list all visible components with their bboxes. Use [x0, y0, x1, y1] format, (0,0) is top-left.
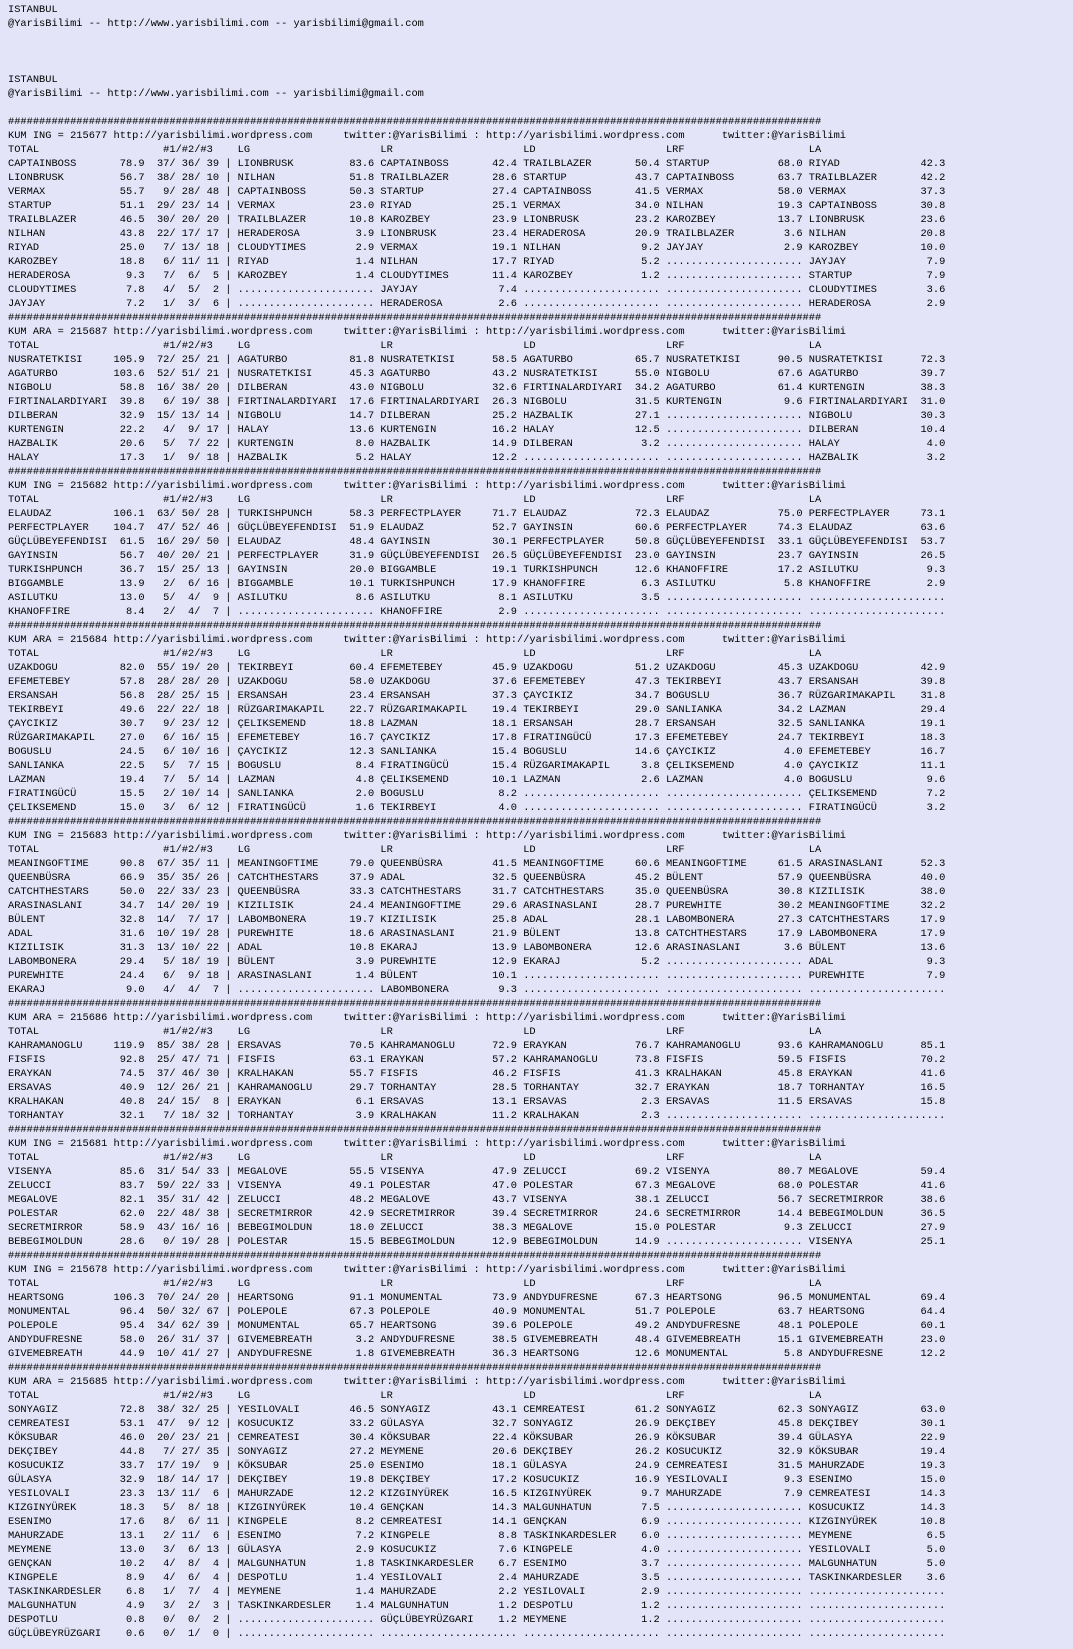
table-row: HALAY 17.3 1/ 9/ 18 | HAZBALIK 5.2 HALAY 12.2 ...................... ...................... HAZBALIK 3.2	[8, 452, 946, 464]
table-row: BIGGAMBLE 13.9 2/ 6/ 16 | BIGGAMBLE 10.1 TURKISHPUNCH 17.9 KHANOFFIRE 6.3 ASILUTKU 5.8 KHANOFFIRE 2.9	[8, 578, 946, 590]
blank-line	[8, 59, 1073, 73]
table-row: NUSRATETKISI 105.9 72/ 25/ 21 | AGATURBO 81.8 NUSRATETKISI 58.5 AGATURBO 65.7 NUSRATETKISI 90.5 NUSRATETKISI 72.3	[8, 354, 946, 366]
header-contact: @YarisBilimi -- http://www.yarisbilimi.com -- yarisbilimi@gmail.com	[8, 88, 424, 100]
table-row: HEARTSONG 106.3 70/ 24/ 20 | HEARTSONG 91.1 MONUMENTAL 73.9 ANDYDUFRESNE 67.3 HEARTSONG 96.5 MONUMENTAL 69.4	[8, 1292, 946, 1304]
table-row: GAYINSIN 56.7 40/ 20/ 21 | PERFECTPLAYER 31.9 GÜÇLÜBEYEFENDISI 26.5 GÜÇLÜBEYEFENDISI 23.0 GAYINSIN 23.7 GAYINSIN 26.5	[8, 550, 946, 562]
table-row: RIYAD 25.0 7/ 13/ 18 | CLOUDYTIMES 2.9 VERMAX 19.1 NILHAN 9.2 JAYJAY 2.9 KAROZBEY 10.0	[8, 242, 946, 254]
header-city: ISTANBUL	[8, 74, 58, 86]
table-row: GÜLASYA 32.9 18/ 14/ 17 | DEKÇIBEY 19.8 DEKÇIBEY 17.2 KOSUCUKIZ 16.9 YESILOVALI 9.3 ESENIMO 15.0	[8, 1474, 946, 1486]
race-title: KUM ARA = 215687 http://yarisbilimi.wordpress.com twitter:@YarisBilimi : http://yarisbilimi.wordpress.com twitter:@YarisBilimi	[8, 326, 846, 338]
table-row: KOSUCUKIZ 33.7 17/ 19/ 9 | KÖKSUBAR 25.0 ESENIMO 18.1 GÜLASYA 24.9 CEMREATESI 31.5 MAHURZADE 19.3	[8, 1460, 946, 1472]
separator: ###################################################################################################################################	[8, 312, 822, 324]
table-row: ERSANSAH 56.8 28/ 25/ 15 | ERSANSAH 23.4 ERSANSAH 37.3 ÇAYCIKIZ 34.7 BOGUSLU 36.7 RÜZGARIMAKAPIL 31.8	[8, 690, 946, 702]
table-row: VERMAX 55.7 9/ 28/ 48 | CAPTAINBOSS 50.3 STARTUP 27.4 CAPTAINBOSS 41.5 VERMAX 58.0 VERMAX 37.3	[8, 186, 946, 198]
table-row: GÜÇLÜBEYEFENDISI 61.5 16/ 29/ 50 | ELAUDAZ 48.4 GAYINSIN 30.1 PERFECTPLAYER 50.8 GÜÇLÜBEYEFENDISI 33.1 GÜÇLÜBEYEFENDISI 53.7	[8, 536, 946, 548]
column-header: TOTAL #1/#2/#3 LG LR LD LRF LA	[8, 1390, 822, 1402]
table-row: KRALHAKAN 40.8 24/ 15/ 8 | ERAYKAN 6.1 ERSAVAS 13.1 ERSAVAS 2.3 ERSAVAS 11.5 ERSAVAS 15.8	[8, 1096, 946, 1108]
table-row: ESENIMO 17.6 8/ 6/ 11 | KINGPELE 8.2 CEMREATESI 14.1 GENÇKAN 6.9 ...................... KIZGINYÜREK 10.8	[8, 1516, 946, 1528]
separator: ###################################################################################################################################	[8, 816, 822, 828]
race-title: KUM ING = 215677 http://yarisbilimi.wordpress.com twitter:@YarisBilimi : http://yarisbilimi.wordpress.com twitter:@YarisBilimi	[8, 130, 846, 142]
race-title: KUM ARA = 215686 http://yarisbilimi.wordpress.com twitter:@YarisBilimi : http://yarisbilimi.wordpress.com twitter:@YarisBilimi	[8, 1012, 846, 1024]
table-row: PUREWHITE 24.4 6/ 9/ 18 | ARASINASLANI 1.4 BÜLENT 10.1 ...................... ...................... PUREWHITE 7.9	[8, 970, 946, 982]
table-row: GIVEMEBREATH 44.9 10/ 41/ 27 | ANDYDUFRESNE 1.8 GIVEMEBREATH 36.3 HEARTSONG 12.6 MONUMENTAL 5.8 ANDYDUFRESNE 12.2	[8, 1348, 946, 1360]
table-row: TRAILBLAZER 46.5 30/ 20/ 20 | TRAILBLAZER 10.8 KAROZBEY 23.9 LIONBRUSK 23.2 KAROZBEY 13.7 LIONBRUSK 23.6	[8, 214, 946, 226]
table-row: SANLIANKA 22.5 5/ 7/ 15 | BOGUSLU 8.4 FIRATINGÜCÜ 15.4 RÜZGARIMAKAPIL 3.8 ÇELIKSEMEND 4.0 ÇAYCIKIZ 11.1	[8, 760, 946, 772]
table-row: LIONBRUSK 56.7 38/ 28/ 10 | NILHAN 51.8 TRAILBLAZER 28.6 STARTUP 43.7 CAPTAINBOSS 63.7 TRAILBLAZER 42.2	[8, 172, 946, 184]
table-row: MEYMENE 13.0 3/ 6/ 13 | GÜLASYA 2.9 KOSUCUKIZ 7.6 KINGPELE 4.0 ...................... YESILOVALI 5.0	[8, 1544, 946, 1556]
table-row: KIZILISIK 31.3 13/ 10/ 22 | ADAL 10.8 EKARAJ 13.9 LABOMBONERA 12.6 ARASINASLANI 3.6 BÜLENT 13.6	[8, 942, 946, 954]
table-row: ANDYDUFRESNE 58.0 26/ 31/ 37 | GIVEMEBREATH 3.2 ANDYDUFRESNE 38.5 GIVEMEBREATH 48.4 GIVEMEBREATH 15.1 GIVEMEBREATH 23.0	[8, 1334, 946, 1346]
table-row: STARTUP 51.1 29/ 23/ 14 | VERMAX 23.0 RIYAD 25.1 VERMAX 34.0 NILHAN 19.3 CAPTAINBOSS 30.8	[8, 200, 946, 212]
table-row: GENÇKAN 10.2 4/ 8/ 4 | MALGUNHATUN 1.8 TASKINKARDESLER 6.7 ESENIMO 3.7 ...................... MALGUNHATUN 5.0	[8, 1558, 946, 1570]
column-header: TOTAL #1/#2/#3 LG LR LD LRF LA	[8, 494, 822, 506]
table-row: TEKIRBEYI 49.6 22/ 22/ 18 | RÜZGARIMAKAPIL 22.7 RÜZGARIMAKAPIL 19.4 TEKIRBEYI 29.0 SANLIANKA 34.2 LAZMAN 29.4	[8, 704, 946, 716]
race-title: KUM ARA = 215685 http://yarisbilimi.wordpress.com twitter:@YarisBilimi : http://yarisbilimi.wordpress.com twitter:@YarisBilimi	[8, 1376, 846, 1388]
blank-line	[8, 101, 1073, 115]
table-row: RÜZGARIMAKAPIL 27.0 6/ 16/ 15 | EFEMETEBEY 16.7 ÇAYCIKIZ 17.8 FIRATINGÜCÜ 17.3 EFEMETEBEY 24.7 TEKIRBEYI 18.3	[8, 732, 946, 744]
table-row: DILBERAN 32.9 15/ 13/ 14 | NIGBOLU 14.7 DILBERAN 25.2 HAZBALIK 27.1 ...................... NIGBOLU 30.3	[8, 410, 946, 422]
table-row: KINGPELE 8.9 4/ 6/ 4 | DESPOTLU 1.4 YESILOVALI 2.4 MAHURZADE 3.5 ...................... TASKINKARDESLER 3.6	[8, 1572, 946, 1584]
table-row: ERAYKAN 74.5 37/ 46/ 30 | KRALHAKAN 55.7 FISFIS 46.2 FISFIS 41.3 KRALHAKAN 45.8 ERAYKAN 41.6	[8, 1068, 946, 1080]
header-city: ISTANBUL	[8, 4, 58, 16]
header-contact: @YarisBilimi -- http://www.yarisbilimi.com -- yarisbilimi@gmail.com	[8, 18, 424, 30]
table-row: GÜÇLÜBEYRÜZGARI 0.6 0/ 1/ 0 | ...................... ...................... ...................... ...................... ......................	[8, 1628, 946, 1640]
blank-line	[8, 31, 1073, 45]
table-row: UZAKDOGU 82.0 55/ 19/ 20 | TEKIRBEYI 60.4 EFEMETEBEY 45.9 UZAKDOGU 51.2 UZAKDOGU 45.3 UZAKDOGU 42.9	[8, 662, 946, 674]
table-row: BOGUSLU 24.5 6/ 10/ 16 | ÇAYCIKIZ 12.3 SANLIANKA 15.4 BOGUSLU 14.6 ÇAYCIKIZ 4.0 EFEMETEBEY 16.7	[8, 746, 946, 758]
table-row: FISFIS 92.8 25/ 47/ 71 | FISFIS 63.1 ERAYKAN 57.2 KAHRAMANOGLU 73.8 FISFIS 59.5 FISFIS 70.2	[8, 1054, 946, 1066]
table-row: ASILUTKU 13.0 5/ 4/ 9 | ASILUTKU 8.6 ASILUTKU 8.1 ASILUTKU 3.5 ...................... ......................	[8, 592, 946, 604]
table-row: DEKÇIBEY 44.8 7/ 27/ 35 | SONYAGIZ 27.2 MEYMENE 20.6 DEKÇIBEY 26.2 KOSUCUKIZ 32.9 KÖKSUBAR 19.4	[8, 1446, 946, 1458]
table-row: TORHANTAY 32.1 7/ 18/ 32 | TORHANTAY 3.9 KRALHAKAN 11.2 KRALHAKAN 2.3 ...................... ......................	[8, 1110, 946, 1122]
table-row: YESILOVALI 23.3 13/ 11/ 6 | MAHURZADE 12.2 KIZGINYÜREK 16.5 KIZGINYÜREK 9.7 MAHURZADE 7.9 CEMREATESI 14.3	[8, 1488, 946, 1500]
table-row: KÖKSUBAR 46.0 20/ 23/ 21 | CEMREATESI 30.4 KÖKSUBAR 22.4 KÖKSUBAR 26.9 KÖKSUBAR 39.4 GÜLASYA 22.9	[8, 1432, 946, 1444]
race-title: KUM ING = 215683 http://yarisbilimi.wordpress.com twitter:@YarisBilimi : http://yarisbilimi.wordpress.com twitter:@YarisBilimi	[8, 830, 846, 842]
table-row: SECRETMIRROR 58.9 43/ 16/ 16 | BEBEGIMOLDUN 18.0 ZELUCCI 38.3 MEGALOVE 15.0 POLESTAR 9.3 ZELUCCI 27.9	[8, 1222, 946, 1234]
table-row: ERSAVAS 40.9 12/ 26/ 21 | KAHRAMANOGLU 29.7 TORHANTAY 28.5 TORHANTAY 32.7 ERAYKAN 18.7 TORHANTAY 16.5	[8, 1082, 946, 1094]
table-row: EFEMETEBEY 57.8 28/ 28/ 20 | UZAKDOGU 58.0 UZAKDOGU 37.6 EFEMETEBEY 47.3 TEKIRBEYI 43.7 ERSANSAH 39.8	[8, 676, 946, 688]
column-header: TOTAL #1/#2/#3 LG LR LD LRF LA	[8, 340, 822, 352]
table-row: KIZGINYÜREK 18.3 5/ 8/ 18 | KIZGINYÜREK 10.4 GENÇKAN 14.3 MALGUNHATUN 7.5 ...................... KOSUCUKIZ 14.3	[8, 1502, 946, 1514]
table-row: POLEPOLE 95.4 34/ 62/ 39 | MONUMENTAL 65.7 HEARTSONG 39.6 POLEPOLE 49.2 ANDYDUFRESNE 48.1 POLEPOLE 60.1	[8, 1320, 946, 1332]
table-row: SONYAGIZ 72.8 38/ 32/ 25 | YESILOVALI 46.5 SONYAGIZ 43.1 CEMREATESI 61.2 SONYAGIZ 62.3 SONYAGIZ 63.0	[8, 1404, 946, 1416]
separator: ###################################################################################################################################	[8, 1124, 822, 1136]
separator: ###################################################################################################################################	[8, 1362, 822, 1374]
race-title: KUM ING = 215682 http://yarisbilimi.wordpress.com twitter:@YarisBilimi : http://yarisbilimi.wordpress.com twitter:@YarisBilimi	[8, 480, 846, 492]
table-row: TURKISHPUNCH 36.7 15/ 25/ 13 | GAYINSIN 20.0 BIGGAMBLE 19.1 TURKISHPUNCH 12.6 KHANOFFIRE 17.2 ASILUTKU 9.3	[8, 564, 946, 576]
column-header: TOTAL #1/#2/#3 LG LR LD LRF LA	[8, 144, 822, 156]
table-row: MONUMENTAL 96.4 50/ 32/ 67 | POLEPOLE 67.3 POLEPOLE 40.9 MONUMENTAL 51.7 POLEPOLE 63.7 HEARTSONG 64.4	[8, 1306, 946, 1318]
table-row: KAHRAMANOGLU 119.9 85/ 38/ 28 | ERSAVAS 70.5 KAHRAMANOGLU 72.9 ERAYKAN 76.7 KAHRAMANOGLU 93.6 KAHRAMANOGLU 85.1	[8, 1040, 946, 1052]
table-row: FIRATINGÜCÜ 15.5 2/ 10/ 14 | SANLIANKA 2.0 BOGUSLU 8.2 ...................... ...................... ÇELIKSEMEND 7.2	[8, 788, 946, 800]
table-row: DESPOTLU 0.8 0/ 0/ 2 | ...................... GÜÇLÜBEYRÜZGARI 1.2 MEYMENE 1.2 ...................... ......................	[8, 1614, 946, 1626]
table-row: MALGUNHATUN 4.9 3/ 2/ 3 | TASKINKARDESLER 1.4 MALGUNHATUN 1.2 DESPOTLU 1.2 ...................... ......................	[8, 1600, 946, 1612]
table-row: ADAL 31.6 10/ 19/ 28 | PUREWHITE 18.6 ARASINASLANI 21.9 BÜLENT 13.8 CATCHTHESTARS 17.9 LABOMBONERA 17.9	[8, 928, 946, 940]
separator: ###################################################################################################################################	[8, 1250, 822, 1262]
table-row: CLOUDYTIMES 7.8 4/ 5/ 2 | ...................... JAYJAY 7.4 ...................... ...................... CLOUDYTIMES 3.6	[8, 284, 946, 296]
table-row: FIRTINALARDIYARI 39.8 6/ 19/ 38 | FIRTINALARDIYARI 17.6 FIRTINALARDIYARI 26.3 NIGBOLU 31.5 KURTENGIN 9.6 FIRTINALARDIYARI 31.0	[8, 396, 946, 408]
table-row: CATCHTHESTARS 50.0 22/ 33/ 23 | QUEENBÜSRA 33.3 CATCHTHESTARS 31.7 CATCHTHESTARS 35.0 QUEENBÜSRA 30.8 KIZILISIK 38.0	[8, 886, 946, 898]
separator: ###################################################################################################################################	[8, 116, 822, 128]
race-title: KUM ING = 215678 http://yarisbilimi.wordpress.com twitter:@YarisBilimi : http://yarisbilimi.wordpress.com twitter:@YarisBilimi	[8, 1264, 846, 1276]
table-row: POLESTAR 62.0 22/ 48/ 38 | SECRETMIRROR 42.9 SECRETMIRROR 39.4 SECRETMIRROR 24.6 SECRETMIRROR 14.4 BEBEGIMOLDUN 36.5	[8, 1208, 946, 1220]
table-row: ZELUCCI 83.7 59/ 22/ 33 | VISENYA 49.1 POLESTAR 47.0 POLESTAR 67.3 MEGALOVE 68.0 POLESTAR 41.6	[8, 1180, 946, 1192]
table-row: KAROZBEY 18.8 6/ 11/ 11 | RIYAD 1.4 NILHAN 17.7 RIYAD 5.2 ...................... JAYJAY 7.9	[8, 256, 946, 268]
column-header: TOTAL #1/#2/#3 LG LR LD LRF LA	[8, 1026, 822, 1038]
table-row: HERADEROSA 9.3 7/ 6/ 5 | KAROZBEY 1.4 CLOUDYTIMES 11.4 KAROZBEY 1.2 ...................... STARTUP 7.9	[8, 270, 946, 282]
column-header: TOTAL #1/#2/#3 LG LR LD LRF LA	[8, 1278, 822, 1290]
table-row: BÜLENT 32.8 14/ 7/ 17 | LABOMBONERA 19.7 KIZILISIK 25.8 ADAL 28.1 LABOMBONERA 27.3 CATCHTHESTARS 17.9	[8, 914, 946, 926]
separator: ###################################################################################################################################	[8, 466, 822, 478]
table-row: CAPTAINBOSS 78.9 37/ 36/ 39 | LIONBRUSK 83.6 CAPTAINBOSS 42.4 TRAILBLAZER 50.4 STARTUP 68.0 RIYAD 42.3	[8, 158, 946, 170]
column-header: TOTAL #1/#2/#3 LG LR LD LRF LA	[8, 844, 822, 856]
race-title: KUM ARA = 215684 http://yarisbilimi.wordpress.com twitter:@YarisBilimi : http://yarisbilimi.wordpress.com twitter:@YarisBilimi	[8, 634, 846, 646]
table-row: ÇAYCIKIZ 30.7 9/ 23/ 12 | ÇELIKSEMEND 18.8 LAZMAN 18.1 ERSANSAH 28.7 ERSANSAH 32.5 SANLIANKA 19.1	[8, 718, 946, 730]
table-row: JAYJAY 7.2 1/ 3/ 6 | ...................... HERADEROSA 2.6 ...................... ...................... HERADEROSA 2.9	[8, 298, 946, 310]
table-row: KURTENGIN 22.2 4/ 9/ 17 | HALAY 13.6 KURTENGIN 16.2 HALAY 12.5 ...................... DILBERAN 10.4	[8, 424, 946, 436]
column-header: TOTAL #1/#2/#3 LG LR LD LRF LA	[8, 1152, 822, 1164]
race-title: KUM ING = 215681 http://yarisbilimi.wordpress.com twitter:@YarisBilimi : http://yarisbilimi.wordpress.com twitter:@YarisBilimi	[8, 1138, 846, 1150]
separator: ###################################################################################################################################	[8, 998, 822, 1010]
table-row: TASKINKARDESLER 6.8 1/ 7/ 4 | MEYMENE 1.4 MAHURZADE 2.2 YESILOVALI 2.9 ...................... ......................	[8, 1586, 946, 1598]
table-row: ELAUDAZ 106.1 63/ 50/ 28 | TURKISHPUNCH 58.3 PERFECTPLAYER 71.7 ELAUDAZ 72.3 ELAUDAZ 75.0 PERFECTPLAYER 73.1	[8, 508, 946, 520]
table-row: HAZBALIK 20.6 5/ 7/ 22 | KURTENGIN 8.0 HAZBALIK 14.9 DILBERAN 3.2 ...................... HALAY 4.0	[8, 438, 946, 450]
table-row: AGATURBO 103.6 52/ 51/ 21 | NUSRATETKISI 45.3 AGATURBO 43.2 NUSRATETKISI 55.0 NIGBOLU 67.6 AGATURBO 39.7	[8, 368, 946, 380]
table-row: QUEENBÜSRA 66.9 35/ 35/ 26 | CATCHTHESTARS 37.9 ADAL 32.5 QUEENBÜSRA 45.2 BÜLENT 57.9 QUEENBÜSRA 40.0	[8, 872, 946, 884]
table-row: MEANINGOFTIME 90.8 67/ 35/ 11 | MEANINGOFTIME 79.0 QUEENBÜSRA 41.5 MEANINGOFTIME 60.6 MEANINGOFTIME 61.5 ARASINASLANI 52.3	[8, 858, 946, 870]
table-row: VISENYA 85.6 31/ 54/ 33 | MEGALOVE 55.5 VISENYA 47.9 ZELUCCI 69.2 VISENYA 80.7 MEGALOVE 59.4	[8, 1166, 946, 1178]
table-row: NIGBOLU 58.8 16/ 38/ 20 | DILBERAN 43.0 NIGBOLU 32.6 FIRTINALARDIYARI 34.2 AGATURBO 61.4 KURTENGIN 38.3	[8, 382, 946, 394]
table-row: ARASINASLANI 34.7 14/ 20/ 19 | KIZILISIK 24.4 MEANINGOFTIME 29.6 ARASINASLANI 28.7 PUREWHITE 30.2 MEANINGOFTIME 32.2	[8, 900, 946, 912]
table-row: EKARAJ 9.0 4/ 4/ 7 | ...................... LABOMBONERA 9.3 ...................... ...................... ......................	[8, 984, 946, 996]
table-row: LAZMAN 19.4 7/ 5/ 14 | LAZMAN 4.8 ÇELIKSEMEND 10.1 LAZMAN 2.6 LAZMAN 4.0 BOGUSLU 9.6	[8, 774, 946, 786]
table-row: CEMREATESI 53.1 47/ 9/ 12 | KOSUCUKIZ 33.2 GÜLASYA 32.7 SONYAGIZ 26.9 DEKÇIBEY 45.8 DEKÇIBEY 30.1	[8, 1418, 946, 1430]
table-row: PERFECTPLAYER 104.7 47/ 52/ 46 | GÜÇLÜBEYEFENDISI 51.9 ELAUDAZ 52.7 GAYINSIN 60.6 PERFECTPLAYER 74.3 ELAUDAZ 63.6	[8, 522, 946, 534]
table-row: LABOMBONERA 29.4 5/ 18/ 19 | BÜLENT 3.9 PUREWHITE 12.9 EKARAJ 5.2 ...................... ADAL 9.3	[8, 956, 946, 968]
table-row: NILHAN 43.8 22/ 17/ 17 | HERADEROSA 3.9 LIONBRUSK 23.4 HERADEROSA 20.9 TRAILBLAZER 3.6 NILHAN 20.8	[8, 228, 946, 240]
table-row: KHANOFFIRE 8.4 2/ 4/ 7 | ...................... KHANOFFIRE 2.9 ...................... ...................... ......................	[8, 606, 946, 618]
table-row: MAHURZADE 13.1 2/ 11/ 6 | ESENIMO 7.2 KINGPELE 8.8 TASKINKARDESLER 6.0 ...................... MEYMENE 6.5	[8, 1530, 946, 1542]
table-row: ÇELIKSEMEND 15.0 3/ 6/ 12 | FIRATINGÜCÜ 1.6 TEKIRBEYI 4.0 ...................... ...................... FIRATINGÜCÜ 3.2	[8, 802, 946, 814]
separator: ###################################################################################################################################	[8, 620, 822, 632]
table-row: BEBEGIMOLDUN 28.6 0/ 19/ 28 | POLESTAR 15.5 BEBEGIMOLDUN 12.9 BEBEGIMOLDUN 14.9 ...................... VISENYA 25.1	[8, 1236, 946, 1248]
table-row: MEGALOVE 82.1 35/ 31/ 42 | ZELUCCI 48.2 MEGALOVE 43.7 VISENYA 38.1 ZELUCCI 56.7 SECRETMIRROR 38.6	[8, 1194, 946, 1206]
column-header: TOTAL #1/#2/#3 LG LR LD LRF LA	[8, 648, 822, 660]
blank-line	[8, 45, 1073, 59]
